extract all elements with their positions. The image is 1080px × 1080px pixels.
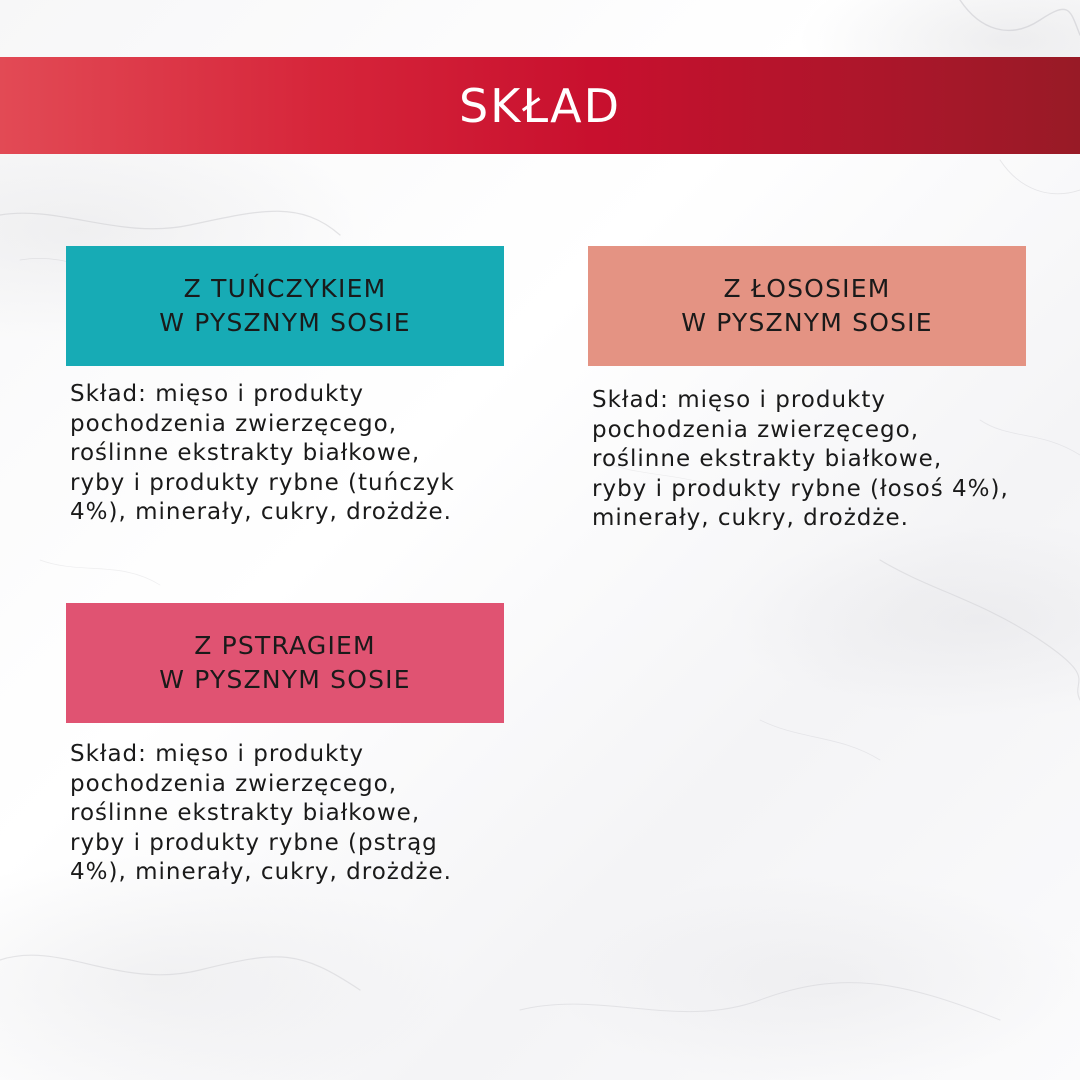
ingredients-salmon — [592, 386, 1009, 534]
ingredients-line: Skład: mięso i produkty — [592, 387, 886, 413]
page-title: SKŁAD — [458, 78, 622, 133]
product-name-line2: W PYSZNYM SOSIE — [681, 308, 933, 337]
ingredients-line: pochodzenia zwierzęcego, — [70, 770, 398, 797]
ingredients-line: ryby i produkty rybne (łosoś 4%), — [592, 475, 1009, 502]
product-name-line2: W PYSZNYM SOSIE — [159, 308, 411, 337]
product-name-line1: Z ŁOSOSIEM — [723, 274, 891, 303]
ingredients-trout — [70, 740, 452, 888]
product-label-trout — [66, 603, 504, 723]
ingredients-line: ryby i produkty rybne (pstrąg — [70, 829, 438, 856]
ingredients-line: 4%), minerały, cukry, drożdże. — [70, 859, 452, 885]
product-label-tuna — [66, 246, 504, 366]
ingredients-line: roślinne ekstrakty białkowe, — [592, 446, 943, 472]
ingredients-line: minerały, cukry, drożdże. — [592, 505, 909, 531]
product-name-line1: Z PSTRAGIEM — [194, 631, 376, 660]
product-name-line2: W PYSZNYM SOSIE — [159, 665, 411, 694]
ingredients-line: roślinne ekstrakty białkowe, — [70, 800, 421, 826]
ingredients-tuna — [70, 380, 455, 528]
ingredients-line: ryby i produkty rybne (tuńczyk — [70, 469, 455, 496]
ingredients-line: Skład: mięso i produkty — [70, 741, 364, 767]
product-label-salmon — [588, 246, 1026, 366]
ingredients-line: pochodzenia zwierzęcego, — [592, 416, 920, 443]
ingredients-line: 4%), minerały, cukry, drożdże. — [70, 499, 452, 525]
ingredients-line: roślinne ekstrakty białkowe, — [70, 440, 421, 466]
header-banner — [0, 57, 1080, 154]
ingredients-line: Skład: mięso i produkty — [70, 381, 364, 407]
product-name-line1: Z TUŃCZYKIEM — [183, 274, 387, 303]
ingredients-line: pochodzenia zwierzęcego, — [70, 410, 398, 437]
